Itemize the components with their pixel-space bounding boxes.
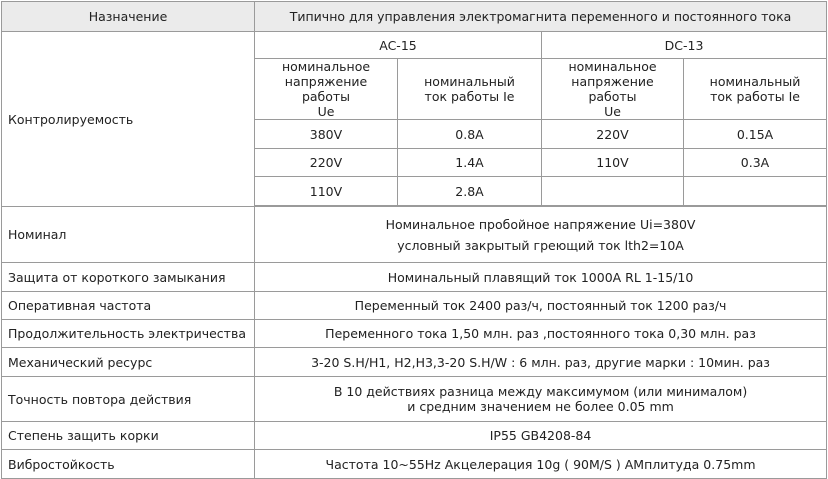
enclosure-label: Степень защить корки: [2, 422, 255, 450]
enclosure-value: IP55 GB4208-84: [255, 422, 827, 450]
header-row: [2, 2, 827, 32]
vibration-label: Вибростойкость: [2, 450, 255, 479]
ac-voltage-cell: 220V: [255, 149, 398, 177]
dc-current-cell: [684, 177, 827, 206]
nominal-value: Номинальное пробойное напряжение Ui=380V условный закрытый греющий ток lth2=10A: [255, 207, 827, 263]
repeat-accuracy-value: В 10 действиях разница между максимумом (или минималом) и средним значением не более 0.05 mm: [255, 377, 827, 422]
electrical-life-row: [2, 320, 827, 348]
dc-voltage-cell: 110V: [542, 149, 684, 177]
ac-voltage-cell: 380V: [255, 120, 398, 149]
ac-current-cell: 0.8A: [398, 120, 542, 149]
short-circuit-value: Номинальный плавящий ток 1000A RL 1-15/10: [255, 263, 827, 292]
short-circuit-label: Защита от короткого замыкания: [2, 263, 255, 292]
ac-current-cell: 2.8A: [398, 177, 542, 206]
dc13-heading: DC-13: [542, 32, 827, 59]
dc-voltage-cell: [542, 177, 684, 206]
header-purpose: Назначение: [2, 2, 255, 32]
header-description: Типично для управления электромагнита переменного и постоянного тока: [255, 2, 827, 32]
ac-current-heading: номинальный ток работы Ie: [398, 59, 542, 120]
enclosure-row: [2, 422, 827, 450]
mechanical-life-value: 3-20 S.H/H1, H2,H3,3-20 S.H/W : 6 млн. раз, другие марки : 10мин. раз: [255, 348, 827, 377]
dc-voltage-heading: номинальное напряжение работы Ue: [542, 59, 684, 120]
dc-current-cell: 0.3A: [684, 149, 827, 177]
nominal-label: Номинал: [2, 207, 255, 263]
spec-table: [1, 1, 827, 479]
ac15-heading: AC-15: [255, 32, 542, 59]
frequency-value: Переменный ток 2400 раз/ч, постоянный ток 1200 раз/ч: [255, 292, 827, 320]
ac-voltage-heading: номинальное напряжение работы Ue: [255, 59, 398, 120]
nominal-row: [2, 207, 827, 263]
vibration-row: [2, 450, 827, 479]
electrical-life-label: Продолжительность электричества: [2, 320, 255, 348]
control-label: Контролируемость: [2, 32, 255, 207]
repeat-accuracy-label: Точность повтора действия: [2, 377, 255, 422]
mechanical-life-label: Механический ресурс: [2, 348, 255, 377]
short-circuit-row: [2, 263, 827, 292]
dc-current-cell: 0.15A: [684, 120, 827, 149]
category-row: [2, 32, 827, 59]
vibration-value: Частота 10~55Hz Акцелерация 10g ( 90M/S ) AMплитуда 0.75mm: [255, 450, 827, 479]
electrical-life-value: Переменного тока 1,50 млн. раз ,постоянного тока 0,30 млн. раз: [255, 320, 827, 348]
frequency-label: Оперативная частота: [2, 292, 255, 320]
mechanical-life-row: [2, 348, 827, 377]
dc-voltage-cell: 220V: [542, 120, 684, 149]
ac-current-cell: 1.4A: [398, 149, 542, 177]
dc-current-heading: номинальный ток работы Ie: [684, 59, 827, 120]
frequency-row: [2, 292, 827, 320]
ac-voltage-cell: 110V: [255, 177, 398, 206]
repeat-accuracy-row: [2, 377, 827, 422]
